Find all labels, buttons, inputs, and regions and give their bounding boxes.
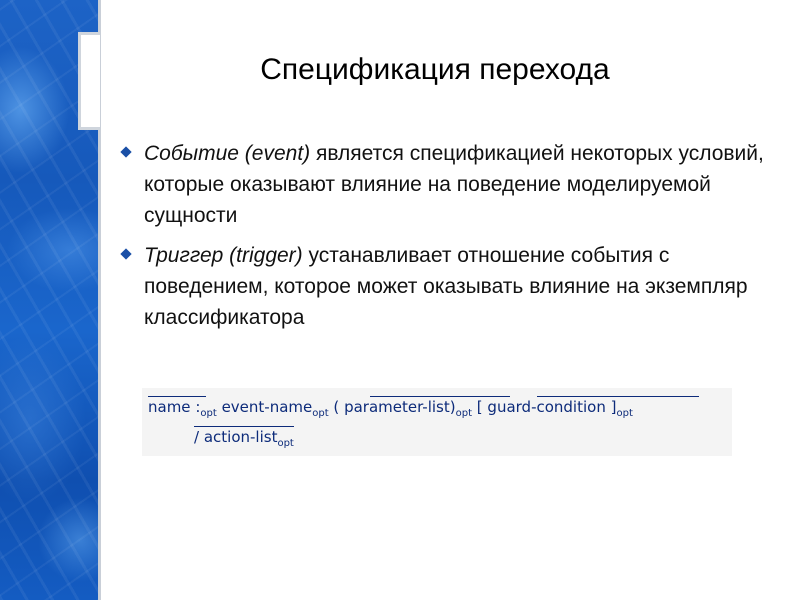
syntax-line-2	[194, 428, 294, 449]
transition-syntax-figure	[142, 388, 732, 456]
syntax-opt: opt	[312, 408, 329, 419]
syntax-opt: opt	[455, 408, 472, 419]
syntax-opt: opt	[200, 408, 217, 419]
diamond-bullet-icon	[120, 248, 131, 259]
bullet-text: является спецификацией некоторых условий, которые оказывают влияние на поведение моделируемой сущности	[144, 142, 764, 227]
syntax-close-bracket: ]	[610, 398, 617, 416]
bullet-text: устанавливает отношение события с поведением, которое может оказывать влияние на экземпляр классификатора	[144, 244, 748, 329]
bullet-term: Триггер (trigger)	[144, 244, 303, 267]
syntax-action-list: action-list	[203, 428, 278, 446]
syntax-open-bracket: [	[476, 398, 483, 416]
diamond-bullet-icon	[120, 146, 131, 157]
syntax-opt: opt	[616, 408, 633, 419]
overline	[194, 426, 294, 427]
bullet-item-event	[118, 138, 778, 231]
bullet-item-trigger	[118, 240, 778, 333]
syntax-slash: /	[194, 428, 200, 446]
title-bracket	[78, 32, 100, 130]
slide-title: Спецификация перехода	[260, 53, 610, 86]
syntax-name: name	[148, 398, 191, 416]
syntax-guard-condition: guard-condition	[487, 398, 606, 416]
syntax-opt: opt	[277, 438, 294, 449]
overline	[148, 396, 206, 397]
syntax-line-1	[148, 398, 633, 419]
syntax-event-name: event-name	[221, 398, 313, 416]
syntax-parameter-list: parameter-list	[344, 398, 450, 416]
syntax-close-paren: )	[449, 398, 456, 416]
overline	[537, 396, 699, 397]
syntax-open-paren: (	[333, 398, 340, 416]
syntax-colon: :	[195, 398, 201, 416]
overline	[370, 396, 510, 397]
bullet-list	[118, 138, 778, 342]
bullet-term: Событие (event)	[144, 142, 311, 165]
